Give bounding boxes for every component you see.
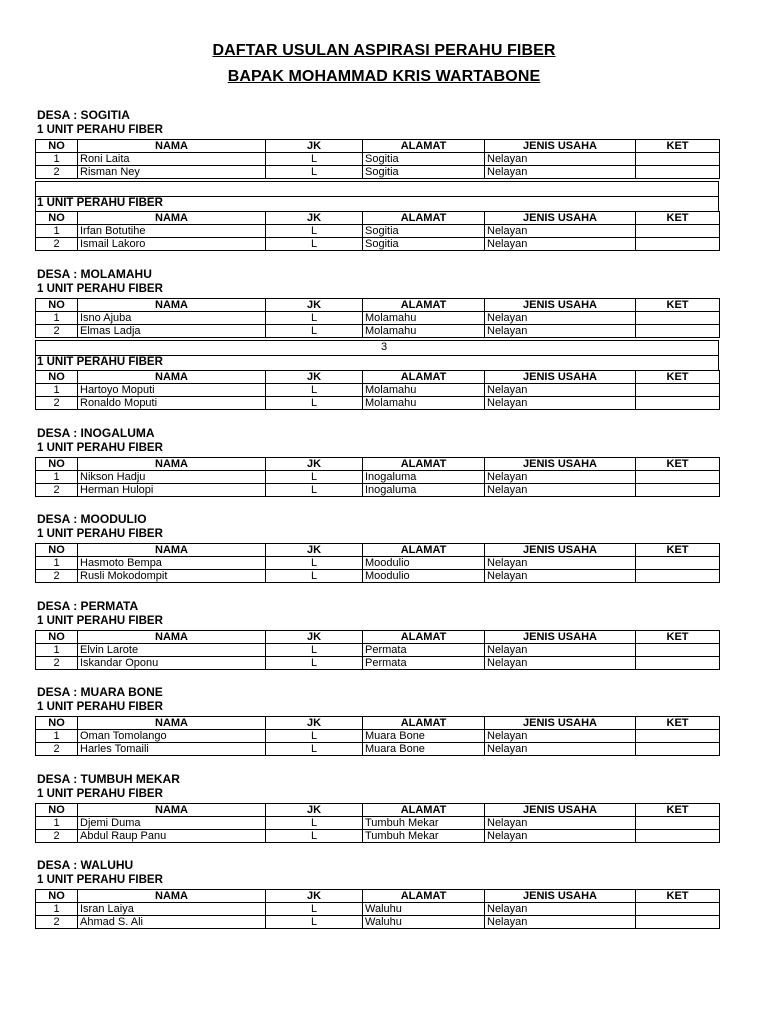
cell-jk: L <box>266 903 363 916</box>
column-header-alamat: ALAMAT <box>363 371 485 384</box>
boat-unit-table <box>35 889 720 929</box>
table-row <box>36 225 720 238</box>
column-header-jenis: JENIS USAHA <box>485 458 636 471</box>
boat-unit-table <box>35 716 720 756</box>
column-header-alamat: ALAMAT <box>363 140 485 153</box>
cell-nama: Ronaldo Moputi <box>78 397 266 410</box>
cell-jenis: Nelayan <box>485 644 636 657</box>
column-header-ket: KET <box>636 544 720 557</box>
cell-jk: L <box>266 730 363 743</box>
cell-alamat: Molamahu <box>363 384 485 397</box>
cell-ket <box>636 384 720 397</box>
table-row <box>36 471 720 484</box>
column-header-ket: KET <box>636 631 720 644</box>
cell-no: 1 <box>36 225 78 238</box>
cell-nama: Abdul Raup Panu <box>78 830 266 843</box>
cell-jenis: Nelayan <box>485 817 636 830</box>
table-row <box>36 730 720 743</box>
cell-jenis: Nelayan <box>485 557 636 570</box>
column-header-ket: KET <box>636 140 720 153</box>
cell-no: 2 <box>36 325 78 338</box>
cell-alamat: Moodulio <box>363 570 485 583</box>
boat-unit-table <box>35 298 720 338</box>
cell-no: 2 <box>36 830 78 843</box>
table-row <box>36 817 720 830</box>
cell-jk: L <box>266 225 363 238</box>
table-header-row <box>36 631 720 644</box>
cell-jk: L <box>266 484 363 497</box>
cell-nama: Irfan Botutihe <box>78 225 266 238</box>
table-row <box>36 657 720 670</box>
column-header-jk: JK <box>266 544 363 557</box>
cell-ket <box>636 312 720 325</box>
cell-jk: L <box>266 743 363 756</box>
cell-nama: Ismail Lakoro <box>78 238 266 251</box>
cell-jk: L <box>266 153 363 166</box>
cell-no: 2 <box>36 397 78 410</box>
desa-label: DESA : SOGITIA <box>37 108 130 122</box>
cell-jk: L <box>266 397 363 410</box>
cell-no: 2 <box>36 657 78 670</box>
cell-ket <box>636 903 720 916</box>
table-row <box>36 384 720 397</box>
cell-nama: Elvin Larote <box>78 644 266 657</box>
cell-jenis: Nelayan <box>485 570 636 583</box>
table-row <box>36 916 720 929</box>
cell-alamat: Inogaluma <box>363 471 485 484</box>
table-header-row <box>36 804 720 817</box>
column-header-jenis: JENIS USAHA <box>485 299 636 312</box>
cell-alamat: Sogitia <box>363 238 485 251</box>
cell-jenis: Nelayan <box>485 166 636 179</box>
cell-no: 2 <box>36 238 78 251</box>
cell-alamat: Permata <box>363 657 485 670</box>
column-header-alamat: ALAMAT <box>363 717 485 730</box>
column-header-alamat: ALAMAT <box>363 299 485 312</box>
cell-jenis: Nelayan <box>485 238 636 251</box>
cell-jenis: Nelayan <box>485 830 636 843</box>
cell-ket <box>636 471 720 484</box>
cell-nama: Elmas Ladja <box>78 325 266 338</box>
table-header-row <box>36 140 720 153</box>
column-header-ket: KET <box>636 890 720 903</box>
cell-alamat: Molamahu <box>363 325 485 338</box>
desa-label: DESA : MOODULIO <box>37 512 147 526</box>
column-header-alamat: ALAMAT <box>363 631 485 644</box>
cell-no: 1 <box>36 903 78 916</box>
column-header-no: NO <box>36 212 78 225</box>
cell-no: 2 <box>36 484 78 497</box>
cell-jenis: Nelayan <box>485 471 636 484</box>
column-header-jenis: JENIS USAHA <box>485 212 636 225</box>
cell-jk: L <box>266 384 363 397</box>
table-header-row <box>36 299 720 312</box>
column-header-jenis: JENIS USAHA <box>485 544 636 557</box>
cell-nama: Hartoyo Moputi <box>78 384 266 397</box>
column-header-jk: JK <box>266 458 363 471</box>
page-number: 3 <box>380 341 388 353</box>
cell-jk: L <box>266 312 363 325</box>
table-row <box>36 830 720 843</box>
cell-jk: L <box>266 238 363 251</box>
column-header-nama: NAMA <box>78 458 266 471</box>
cell-jk: L <box>266 657 363 670</box>
document-subtitle: BAPAK MOHAMMAD KRIS WARTABONE <box>227 68 541 85</box>
column-header-jenis: JENIS USAHA <box>485 804 636 817</box>
column-header-alamat: ALAMAT <box>363 544 485 557</box>
desa-label: DESA : MUARA BONE <box>37 685 163 699</box>
table-row <box>36 153 720 166</box>
cell-no: 2 <box>36 743 78 756</box>
boat-unit-table <box>35 370 720 410</box>
cell-jk: L <box>266 817 363 830</box>
cell-alamat: Sogitia <box>363 153 485 166</box>
unit-label: 1 UNIT PERAHU FIBER <box>37 528 163 540</box>
cell-ket <box>636 830 720 843</box>
column-header-nama: NAMA <box>78 890 266 903</box>
cell-jenis: Nelayan <box>485 325 636 338</box>
cell-jenis: Nelayan <box>485 384 636 397</box>
cell-nama: Nikson Hadju <box>78 471 266 484</box>
unit-label: 1 UNIT PERAHU FIBER <box>37 283 163 295</box>
cell-alamat: Sogitia <box>363 166 485 179</box>
column-header-jk: JK <box>266 140 363 153</box>
cell-no: 1 <box>36 644 78 657</box>
column-header-no: NO <box>36 717 78 730</box>
desa-label: DESA : MOLAMAHU <box>37 267 152 281</box>
cell-no: 1 <box>36 817 78 830</box>
table-header-row <box>36 458 720 471</box>
cell-jk: L <box>266 325 363 338</box>
cell-ket <box>636 644 720 657</box>
column-header-no: NO <box>36 544 78 557</box>
column-header-alamat: ALAMAT <box>363 212 485 225</box>
column-header-jenis: JENIS USAHA <box>485 140 636 153</box>
cell-jenis: Nelayan <box>485 730 636 743</box>
table-row <box>36 166 720 179</box>
cell-alamat: Permata <box>363 644 485 657</box>
cell-jk: L <box>266 830 363 843</box>
table-header-row <box>36 544 720 557</box>
cell-ket <box>636 730 720 743</box>
table-header-row <box>36 890 720 903</box>
column-header-jk: JK <box>266 717 363 730</box>
unit-label: 1 UNIT PERAHU FIBER <box>37 874 163 886</box>
column-header-jk: JK <box>266 212 363 225</box>
cell-no: 2 <box>36 570 78 583</box>
boat-unit-table <box>35 543 720 583</box>
table-header-row <box>36 371 720 384</box>
cell-jk: L <box>266 471 363 484</box>
column-header-nama: NAMA <box>78 212 266 225</box>
table-row <box>36 903 720 916</box>
boat-unit-table <box>35 630 720 670</box>
table-row <box>36 484 720 497</box>
cell-alamat: Muara Bone <box>363 730 485 743</box>
column-header-ket: KET <box>636 212 720 225</box>
cell-ket <box>636 916 720 929</box>
desa-label: DESA : WALUHU <box>37 858 134 872</box>
cell-jk: L <box>266 644 363 657</box>
table-row <box>36 557 720 570</box>
cell-jenis: Nelayan <box>485 743 636 756</box>
boat-unit-table <box>35 211 720 251</box>
cell-no: 1 <box>36 471 78 484</box>
cell-nama: Iskandar Oponu <box>78 657 266 670</box>
column-header-alamat: ALAMAT <box>363 804 485 817</box>
unit-label: 1 UNIT PERAHU FIBER <box>37 615 163 627</box>
cell-jenis: Nelayan <box>485 916 636 929</box>
column-header-nama: NAMA <box>78 371 266 384</box>
cell-nama: Harles Tomaili <box>78 743 266 756</box>
unit-label: 1 UNIT PERAHU FIBER <box>37 442 163 454</box>
cell-ket <box>636 743 720 756</box>
cell-nama: Ahmad S. Ali <box>78 916 266 929</box>
document-title: DAFTAR USULAN ASPIRASI PERAHU FIBER <box>212 42 556 59</box>
cell-nama: Isran Laiya <box>78 903 266 916</box>
column-header-nama: NAMA <box>78 631 266 644</box>
cell-jenis: Nelayan <box>485 397 636 410</box>
column-header-alamat: ALAMAT <box>363 890 485 903</box>
cell-jenis: Nelayan <box>485 312 636 325</box>
cell-jk: L <box>266 166 363 179</box>
cell-ket <box>636 325 720 338</box>
column-header-jk: JK <box>266 631 363 644</box>
cell-ket <box>636 238 720 251</box>
cell-no: 2 <box>36 166 78 179</box>
cell-alamat: Tumbuh Mekar <box>363 830 485 843</box>
cell-alamat: Waluhu <box>363 916 485 929</box>
cell-jenis: Nelayan <box>485 484 636 497</box>
column-header-no: NO <box>36 140 78 153</box>
column-header-jenis: JENIS USAHA <box>485 631 636 644</box>
table-row <box>36 397 720 410</box>
table-row <box>36 312 720 325</box>
desa-label: DESA : TUMBUH MEKAR <box>37 772 180 786</box>
unit-label: 1 UNIT PERAHU FIBER <box>37 356 163 368</box>
column-header-ket: KET <box>636 371 720 384</box>
cell-jenis: Nelayan <box>485 657 636 670</box>
desa-label: DESA : INOGALUMA <box>37 426 155 440</box>
column-header-ket: KET <box>636 458 720 471</box>
cell-no: 2 <box>36 916 78 929</box>
desa-label: DESA : PERMATA <box>37 599 139 613</box>
table-row <box>36 570 720 583</box>
cell-alamat: Sogitia <box>363 225 485 238</box>
cell-alamat: Molamahu <box>363 397 485 410</box>
boat-unit-table <box>35 803 720 843</box>
cell-jenis: Nelayan <box>485 153 636 166</box>
cell-no: 1 <box>36 153 78 166</box>
column-header-no: NO <box>36 890 78 903</box>
cell-nama: Rusli Mokodompit <box>78 570 266 583</box>
cell-ket <box>636 657 720 670</box>
cell-nama: Risman Ney <box>78 166 266 179</box>
cell-ket <box>636 817 720 830</box>
cell-no: 1 <box>36 557 78 570</box>
cell-nama: Herman Hulopi <box>78 484 266 497</box>
column-header-ket: KET <box>636 717 720 730</box>
cell-alamat: Tumbuh Mekar <box>363 817 485 830</box>
cell-jk: L <box>266 570 363 583</box>
cell-no: 1 <box>36 312 78 325</box>
table-row <box>36 644 720 657</box>
column-header-no: NO <box>36 458 78 471</box>
cell-ket <box>636 166 720 179</box>
cell-ket <box>636 557 720 570</box>
cell-alamat: Molamahu <box>363 312 485 325</box>
column-header-jenis: JENIS USAHA <box>485 717 636 730</box>
column-header-jenis: JENIS USAHA <box>485 371 636 384</box>
unit-label: 1 UNIT PERAHU FIBER <box>37 124 163 136</box>
cell-ket <box>636 484 720 497</box>
cell-ket <box>636 570 720 583</box>
column-header-no: NO <box>36 371 78 384</box>
column-header-nama: NAMA <box>78 299 266 312</box>
column-header-no: NO <box>36 804 78 817</box>
cell-alamat: Moodulio <box>363 557 485 570</box>
column-header-jk: JK <box>266 299 363 312</box>
cell-nama: Hasmoto Bempa <box>78 557 266 570</box>
column-header-jk: JK <box>266 804 363 817</box>
table-row <box>36 325 720 338</box>
column-header-jk: JK <box>266 371 363 384</box>
column-header-ket: KET <box>636 804 720 817</box>
column-header-ket: KET <box>636 299 720 312</box>
cell-nama: Djemi Duma <box>78 817 266 830</box>
column-header-jenis: JENIS USAHA <box>485 890 636 903</box>
cell-alamat: Muara Bone <box>363 743 485 756</box>
cell-ket <box>636 225 720 238</box>
column-header-jk: JK <box>266 890 363 903</box>
column-header-nama: NAMA <box>78 717 266 730</box>
column-header-nama: NAMA <box>78 140 266 153</box>
cell-nama: Roni Laita <box>78 153 266 166</box>
column-header-nama: NAMA <box>78 804 266 817</box>
cell-jk: L <box>266 916 363 929</box>
table-header-row <box>36 717 720 730</box>
table-header-row <box>36 212 720 225</box>
cell-ket <box>636 153 720 166</box>
table-row <box>36 238 720 251</box>
cell-nama: Oman Tomolango <box>78 730 266 743</box>
unit-label: 1 UNIT PERAHU FIBER <box>37 701 163 713</box>
cell-no: 1 <box>36 730 78 743</box>
cell-ket <box>636 397 720 410</box>
boat-unit-table <box>35 457 720 497</box>
cell-jenis: Nelayan <box>485 225 636 238</box>
cell-jk: L <box>266 557 363 570</box>
cell-no: 1 <box>36 384 78 397</box>
cell-nama: Isno Ajuba <box>78 312 266 325</box>
cell-alamat: Inogaluma <box>363 484 485 497</box>
column-header-no: NO <box>36 631 78 644</box>
boat-unit-table <box>35 139 720 179</box>
table-row <box>36 743 720 756</box>
cell-alamat: Waluhu <box>363 903 485 916</box>
unit-label: 1 UNIT PERAHU FIBER <box>37 197 163 209</box>
unit-label: 1 UNIT PERAHU FIBER <box>37 788 163 800</box>
column-header-nama: NAMA <box>78 544 266 557</box>
column-header-alamat: ALAMAT <box>363 458 485 471</box>
cell-jenis: Nelayan <box>485 903 636 916</box>
column-header-no: NO <box>36 299 78 312</box>
